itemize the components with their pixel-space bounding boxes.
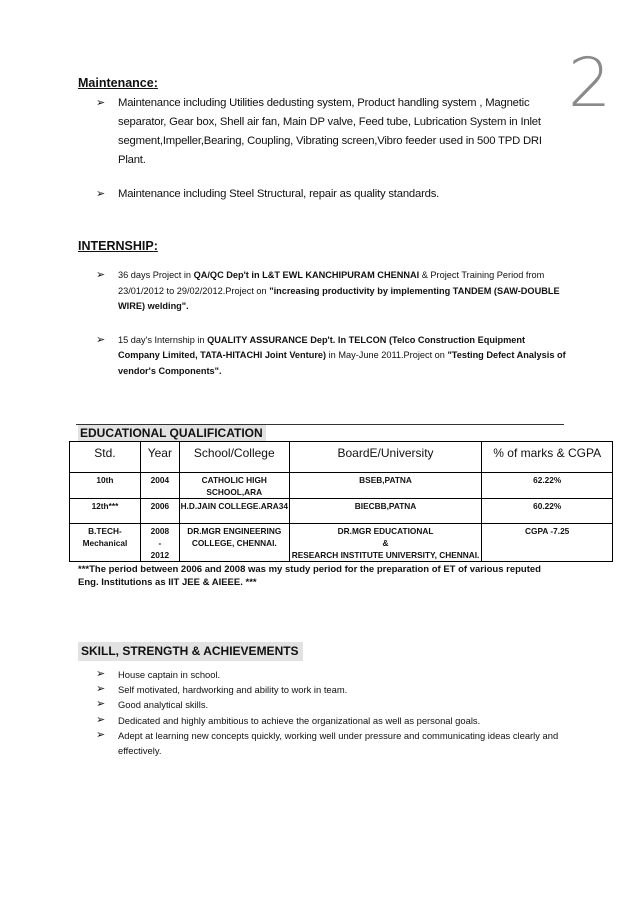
- list-item-text: Maintenance including Utilities dedusting system, Product handling system , Magnetic separator, Gear box, Shell air fan, Main DP valve, Feed tube, Lubrication System in Inlet segment,Impeller,Bearing, Coupling, Vibrating screen,Vibro feeder used in 500 TPD DRI Plant.: [118, 97, 542, 166]
- internship-text: & Project Training Period from 23/01/2012 to 29/02/2012.Project on: [118, 270, 545, 296]
- list-item: [96, 682, 566, 697]
- table-cell: 10th: [70, 473, 141, 499]
- list-item-text: Self motivated, hardworking and ability to work in team.: [118, 684, 348, 696]
- cell-line: DR.MGR EDUCATIONAL: [337, 526, 434, 536]
- column-header: School/College: [179, 442, 289, 473]
- internship-department: QUALITY ASSURANCE Dep't. In TELCON (Telco Construction Equipment Company Limited, TATA-HITACHI Joint Venture): [118, 334, 526, 360]
- arrow-bullet-icon: ➢: [96, 668, 106, 680]
- column-header: % of marks & CGPA: [482, 442, 613, 473]
- cell-line: 2008: [150, 526, 170, 536]
- table-cell: [70, 524, 141, 562]
- cell-line: &: [382, 538, 389, 548]
- list-item: [96, 94, 546, 170]
- maintenance-heading-text: Maintenance: [78, 76, 154, 90]
- cell-line: Mechanical: [82, 538, 128, 548]
- education-table: [69, 441, 613, 562]
- internship-project-title: "Testing Defect Analysis of vendor's Components".: [118, 350, 566, 376]
- table-cell: H.D.JAIN COLLEGE.ARA34: [179, 499, 289, 524]
- arrow-bullet-icon: ➢: [96, 713, 106, 726]
- maintenance-heading: [78, 76, 158, 90]
- internship-text: 36 days Project in: [118, 270, 194, 280]
- cell-line: RESEARCH INSTITUTE UNIVERSITY, CHENNAI.: [291, 550, 480, 560]
- list-item-text: Dedicated and highly ambitious to achieve the organizational as well as personal goals.: [118, 714, 481, 726]
- arrow-bullet-icon: ➢: [96, 698, 106, 711]
- skills-heading: SKILL, STRENGTH & ACHIEVEMENTS: [78, 642, 303, 661]
- list-item: [96, 185, 546, 204]
- table-cell: [179, 524, 289, 562]
- table-cell: BIECBB,PATNA: [289, 499, 482, 524]
- cell-line: B.TECH-: [88, 526, 122, 536]
- cell-line: DR.MGR ENGINEERING: [187, 526, 282, 536]
- arrow-bullet-icon: ➢: [96, 188, 106, 200]
- arrow-bullet-icon: ➢: [96, 333, 106, 346]
- table-row: [70, 524, 613, 562]
- list-item-text: Adept at learning new concepts quickly, working well under pressure and communicating ideas clearly and effectively.: [118, 729, 559, 757]
- table-row: [70, 473, 613, 499]
- table-cell: [289, 524, 482, 562]
- internship-list: [96, 268, 566, 379]
- table-cell: BSEB,PATNA: [289, 473, 482, 499]
- internship-heading: [78, 239, 158, 253]
- table-cell: 60.22%: [482, 499, 613, 524]
- list-item: [96, 333, 566, 380]
- maintenance-heading-colon: :: [153, 76, 158, 90]
- list-item: [96, 713, 566, 728]
- list-item: [96, 667, 566, 682]
- internship-text: 15 day's Internship in: [118, 334, 208, 345]
- list-item-text: Maintenance including Steel Structural, repair as quality standards.: [118, 188, 440, 200]
- table-cell: 2006: [140, 499, 179, 524]
- internship-department: QA/QC Dep't in L&T EWL KANCHIPURAM CHENNAI: [193, 270, 420, 280]
- column-header: Std.: [70, 442, 141, 473]
- table-cell: 12th***: [70, 499, 141, 524]
- table-cell: CATHOLIC HIGH SCHOOL,ARA: [179, 473, 289, 499]
- arrow-bullet-icon: ➢: [96, 683, 106, 696]
- column-header: BoardE/University: [289, 442, 482, 473]
- internship-project-title: "increasing productivity by implementing TANDEM (SAW-DOUBLE WIRE) welding".: [118, 285, 560, 311]
- table-cell: [140, 524, 179, 562]
- column-header: Year: [140, 442, 179, 473]
- table-header-row: [70, 442, 613, 473]
- cell-line: COLLEGE, CHENNAI.: [191, 538, 277, 548]
- education-note: ***The period between 2006 and 2008 was my study period for the preparation of ET of various reputed Eng. Institutions as IIT JEE & AIEEE. ***: [78, 564, 541, 588]
- table-cell: 2004: [140, 473, 179, 499]
- arrow-bullet-icon: ➢: [96, 728, 106, 741]
- cell-line: -: [158, 538, 162, 548]
- skills-list: [96, 667, 566, 758]
- arrow-bullet-icon: ➢: [96, 269, 106, 281]
- list-item-text: House captain in school.: [118, 669, 221, 680]
- table-row: [70, 499, 613, 524]
- list-item: [96, 697, 566, 712]
- table-cell: CGPA -7.25: [482, 524, 613, 562]
- list-item: [96, 728, 566, 758]
- page-number: 2: [568, 44, 612, 123]
- table-cell: 62.22%: [482, 473, 613, 499]
- maintenance-list: [96, 94, 546, 204]
- internship-heading-text: INTERNSHIP: [78, 239, 154, 253]
- internship-text: in May-June 2011.Project on: [326, 350, 448, 360]
- arrow-bullet-icon: ➢: [96, 97, 106, 109]
- list-item-text: Good analytical skills.: [118, 699, 209, 711]
- internship-heading-colon: :: [153, 239, 158, 253]
- list-item: [96, 268, 566, 315]
- cell-line: 2012: [150, 550, 170, 560]
- education-heading: EDUCATIONAL QUALIFICATION: [78, 425, 266, 442]
